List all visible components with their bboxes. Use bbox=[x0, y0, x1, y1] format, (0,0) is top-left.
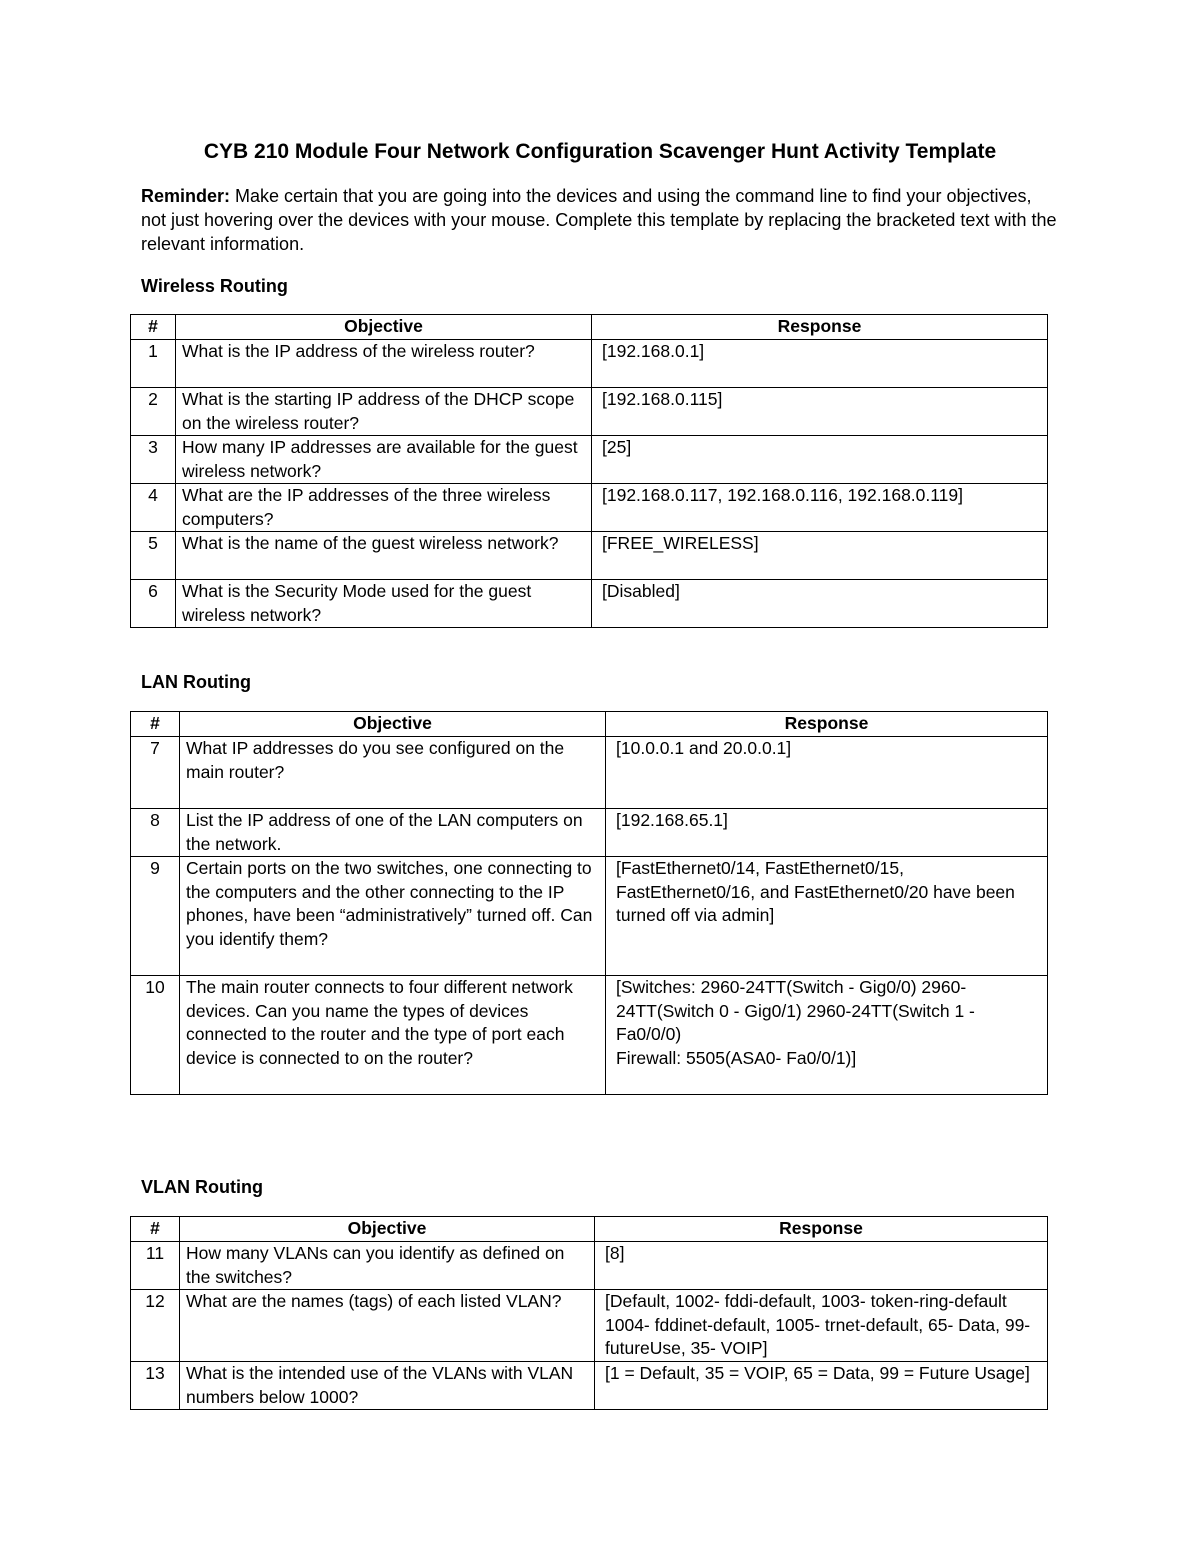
response-cell: [192.168.0.117, 192.168.0.116, 192.168.0.119] bbox=[592, 484, 1048, 532]
objective-cell: How many VLANs can you identify as defined on the switches? bbox=[180, 1242, 595, 1290]
reminder-label: Reminder: bbox=[141, 186, 231, 206]
objective-cell: List the IP address of one of the LAN computers on the network. bbox=[180, 809, 606, 857]
section-heading-wireless-routing: Wireless Routing bbox=[141, 276, 288, 296]
table-row bbox=[131, 484, 1048, 532]
table-row bbox=[131, 1290, 1048, 1362]
row-number: 2 bbox=[131, 388, 176, 436]
objective-cell: What is the Security Mode used for the guest wireless network? bbox=[176, 580, 592, 628]
row-number: 6 bbox=[131, 580, 176, 628]
column-header-response: Response bbox=[606, 712, 1048, 737]
response-cell bbox=[606, 976, 1048, 1095]
section-heading-vlan-routing: VLAN Routing bbox=[141, 1177, 263, 1197]
table-row bbox=[131, 388, 1048, 436]
column-header-objective: Objective bbox=[180, 1217, 595, 1242]
objective-cell: What is the name of the guest wireless network? bbox=[176, 532, 592, 580]
objective-cell: How many IP addresses are available for the guest wireless network? bbox=[176, 436, 592, 484]
response-line-firewall: Firewall: 5505(ASA0- Fa0/0/1)] bbox=[616, 1047, 857, 1068]
response-cell: [192.168.0.115] bbox=[592, 388, 1048, 436]
section-heading-lan-routing: LAN Routing bbox=[141, 672, 251, 692]
response-cell: [1 = Default, 35 = VOIP, 65 = Data, 99 = Future Usage] bbox=[595, 1362, 1048, 1410]
column-header-number: # bbox=[131, 315, 176, 340]
column-header-objective: Objective bbox=[176, 315, 592, 340]
row-number: 11 bbox=[131, 1242, 180, 1290]
objective-cell: What is the starting IP address of the DHCP scope on the wireless router? bbox=[176, 388, 592, 436]
table-row bbox=[131, 436, 1048, 484]
reminder-text: Make certain that you are going into the devices and using the command line to find your objectives, not just hovering over the devices with your mouse. Complete this template by replacing the bracketed text with the relevant information. bbox=[141, 186, 1057, 254]
response-cell: [FastEthernet0/14, FastEthernet0/15, FastEthernet0/16, and FastEthernet0/20 have been turned off via admin] bbox=[606, 857, 1048, 976]
response-cell: [Disabled] bbox=[592, 580, 1048, 628]
row-number: 10 bbox=[131, 976, 180, 1095]
response-cell: [10.0.0.1 and 20.0.0.1] bbox=[606, 737, 1048, 809]
response-cell: [25] bbox=[592, 436, 1048, 484]
wireless-routing-table bbox=[130, 314, 1048, 628]
row-number: 3 bbox=[131, 436, 176, 484]
row-number: 13 bbox=[131, 1362, 180, 1410]
response-cell: [FREE_WIRELESS] bbox=[592, 532, 1048, 580]
vlan-routing-table bbox=[130, 1216, 1048, 1410]
column-header-response: Response bbox=[592, 315, 1048, 340]
table-row bbox=[131, 340, 1048, 388]
table-row bbox=[131, 1242, 1048, 1290]
column-header-objective: Objective bbox=[180, 712, 606, 737]
row-number: 9 bbox=[131, 857, 180, 976]
row-number: 4 bbox=[131, 484, 176, 532]
response-cell: [192.168.0.1] bbox=[592, 340, 1048, 388]
table-header-row bbox=[131, 1217, 1048, 1242]
table-header-row bbox=[131, 315, 1048, 340]
response-cell: [Default, 1002- fddi-default, 1003- token-ring-default 1004- fddinet-default, 1005- trnet-default, 65- Data, 99- futureUse, 35- VOIP] bbox=[595, 1290, 1048, 1362]
row-number: 7 bbox=[131, 737, 180, 809]
table-row bbox=[131, 1362, 1048, 1410]
objective-cell: What are the IP addresses of the three wireless computers? bbox=[176, 484, 592, 532]
objective-cell: The main router connects to four different network devices. Can you name the types of devices connected to the router and the type of port each device is connected to on the router? bbox=[180, 976, 606, 1095]
table-row bbox=[131, 580, 1048, 628]
row-number: 12 bbox=[131, 1290, 180, 1362]
table-header-row bbox=[131, 712, 1048, 737]
objective-cell: What is the IP address of the wireless router? bbox=[176, 340, 592, 388]
objective-cell: What is the intended use of the VLANs with VLAN numbers below 1000? bbox=[180, 1362, 595, 1410]
table-row bbox=[131, 809, 1048, 857]
page-title: CYB 210 Module Four Network Configuration Scavenger Hunt Activity Template bbox=[203, 140, 997, 163]
response-cell: [8] bbox=[595, 1242, 1048, 1290]
row-number: 1 bbox=[131, 340, 176, 388]
column-header-response: Response bbox=[595, 1217, 1048, 1242]
column-header-number: # bbox=[131, 712, 180, 737]
objective-cell: What are the names (tags) of each listed VLAN? bbox=[180, 1290, 595, 1362]
column-header-number: # bbox=[131, 1217, 180, 1242]
table-row bbox=[131, 532, 1048, 580]
row-number: 5 bbox=[131, 532, 176, 580]
response-cell: [192.168.65.1] bbox=[606, 809, 1048, 857]
lan-routing-table bbox=[130, 711, 1048, 1095]
response-line-switches: [Switches: 2960-24TT(Switch - Gig0/0) 2960-24TT(Switch 0 - Gig0/1) 2960-24TT(Switch 1 - Fa0/0/0) bbox=[616, 977, 975, 1044]
row-number: 8 bbox=[131, 809, 180, 857]
objective-cell: What IP addresses do you see configured on the main router? bbox=[180, 737, 606, 809]
objective-cell: Certain ports on the two switches, one connecting to the computers and the other connecting to the IP phones, have been “administratively” turned off. Can you identify them? bbox=[180, 857, 606, 976]
table-row bbox=[131, 737, 1048, 809]
table-row bbox=[131, 976, 1048, 1095]
table-row bbox=[131, 857, 1048, 976]
reminder-paragraph bbox=[141, 184, 1061, 256]
